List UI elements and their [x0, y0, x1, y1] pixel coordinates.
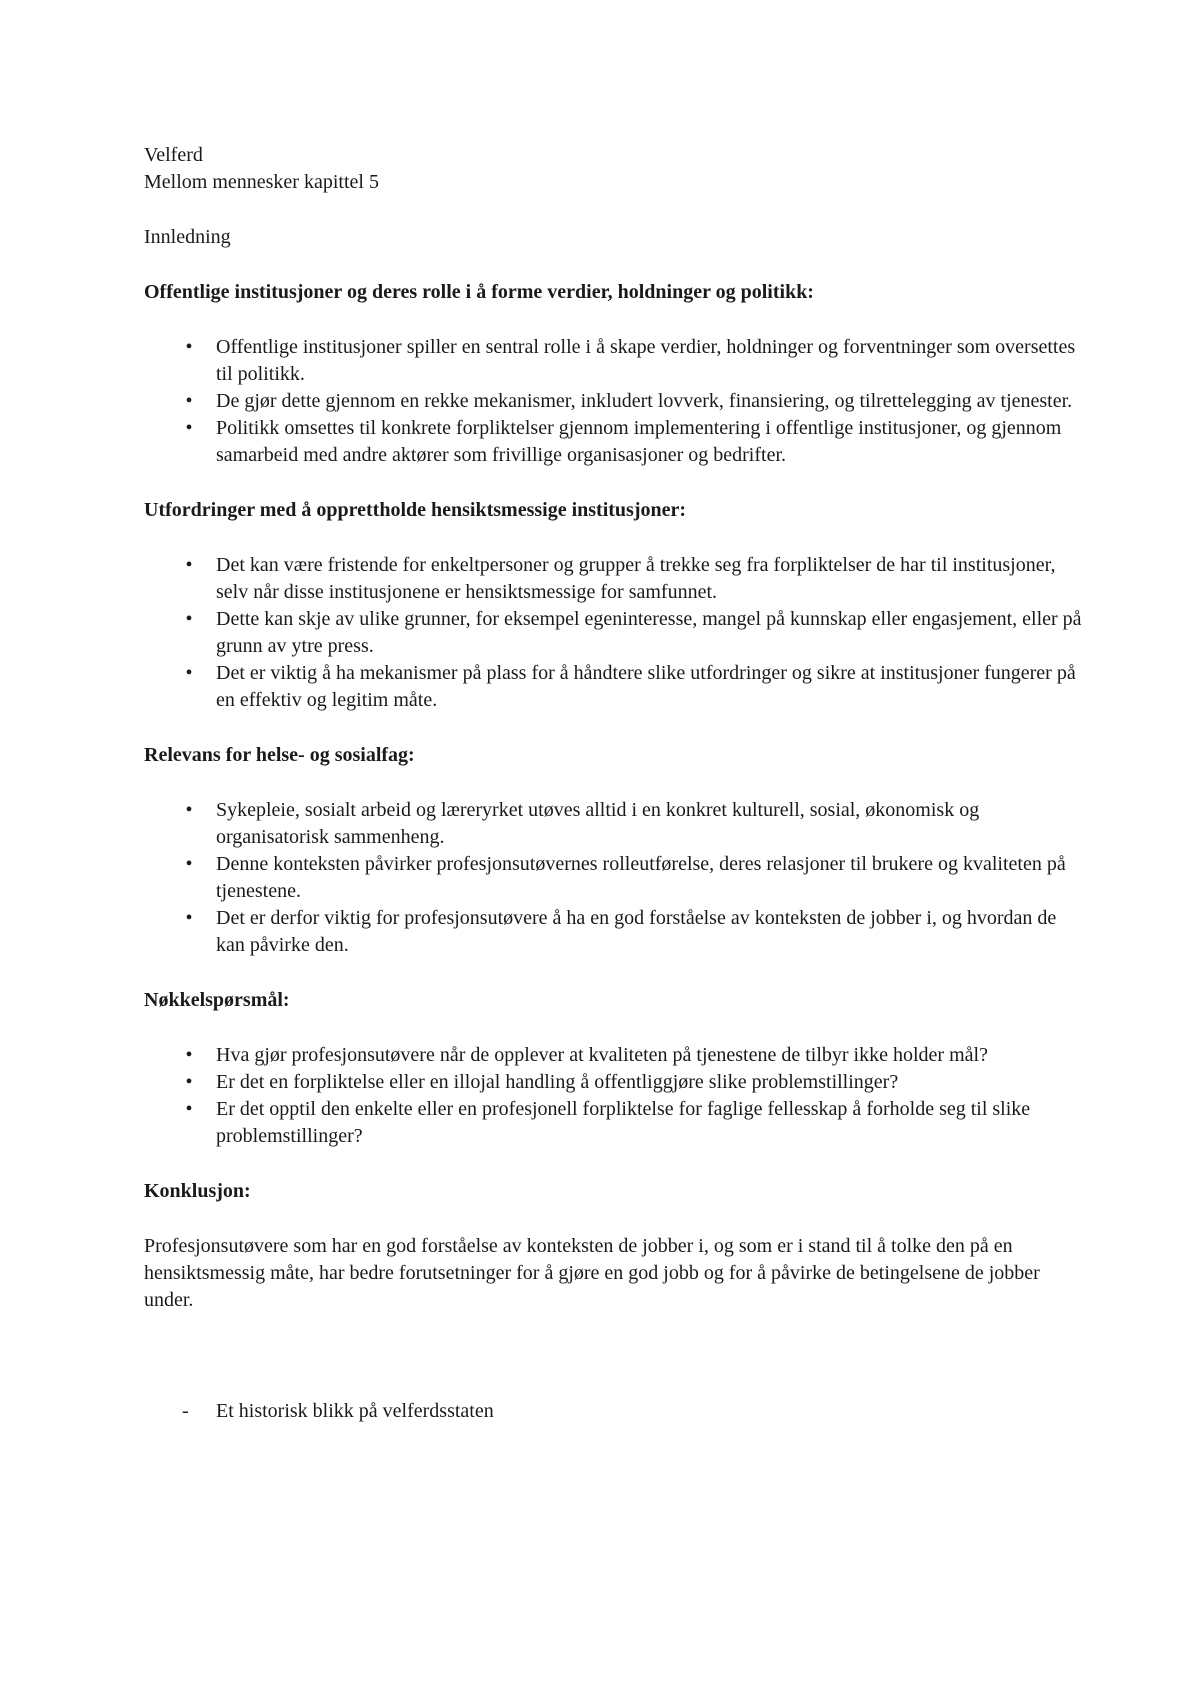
list-item-text: Det kan være fristende for enkeltpersoner og grupper å trekke seg fra forpliktelser de har til institusjoner, selv når disse institusjonene er hensiktsmessige for samfunnet.: [216, 554, 1056, 603]
list-item: [144, 415, 1084, 469]
list-item: [144, 905, 1084, 959]
bullet-icon: •: [185, 390, 193, 412]
bullet-icon: •: [185, 554, 193, 576]
bullet-icon: •: [185, 799, 193, 821]
list-item-text: Politikk omsettes til konkrete forpliktelser gjennom implementering i offentlige institusjoner, og gjennom samarbeid med andre aktører som frivillige organisasjoner og bedrifter.: [216, 417, 1062, 466]
list-item: [144, 851, 1084, 905]
list-item: [144, 1069, 1084, 1096]
list-item: [144, 552, 1084, 606]
document-page: [144, 142, 1084, 1425]
document-title: Velferd: [144, 144, 203, 166]
list-item: [144, 660, 1084, 714]
list-item: [144, 606, 1084, 660]
list-item-text: De gjør dette gjennom en rekke mekanismer, inkludert lovverk, finansiering, og tilrettelegging av tjenester.: [216, 390, 1073, 412]
bullet-list: [144, 1042, 1084, 1150]
intro-label: Innledning: [144, 226, 231, 248]
bullet-icon: •: [185, 662, 193, 684]
bullet-icon: •: [185, 907, 193, 929]
conclusion-text: Profesjonsutøvere som har en god forståelse av konteksten de jobber i, og som er i stand til å tolke den på en hensiktsmessig måte, har bedre forutsetninger for å gjøre en god jobb og for å påvirke de betingelsene de jobber under.: [144, 1235, 1040, 1311]
list-item-text: Er det opptil den enkelte eller en profesjonell forpliktelse for faglige fellesskap å forholde seg til slike problemstillinger?: [216, 1098, 1031, 1147]
list-item-text: Det er viktig å ha mekanismer på plass for å håndtere slike utfordringer og sikre at institusjoner fungerer på en effektiv og legitim måte.: [216, 662, 1076, 711]
section-heading: Utfordringer med å opprettholde hensiktsmessige institusjoner:: [144, 499, 687, 521]
list-item: [144, 388, 1084, 415]
bullet-icon: •: [185, 1044, 193, 1066]
bullet-list: [144, 797, 1084, 959]
bullet-icon: •: [185, 853, 193, 875]
bullet-icon: •: [185, 1098, 193, 1120]
list-item: [144, 797, 1084, 851]
list-item: [144, 1096, 1084, 1150]
list-item-text: Er det en forpliktelse eller en illojal handling å offentliggjøre slike problemstillinger?: [216, 1071, 899, 1093]
bullet-list: [144, 334, 1084, 469]
list-item-text: Sykepleie, sosialt arbeid og læreryrket utøves alltid i en konkret kulturell, sosial, økonomisk og organisatorisk sammenheng.: [216, 799, 980, 848]
section-heading: Offentlige institusjoner og deres rolle i å forme verdier, holdninger og politikk:: [144, 281, 814, 303]
document-subtitle: Mellom mennesker kapittel 5: [144, 171, 379, 193]
list-item-text: Det er derfor viktig for profesjonsutøvere å ha en god forståelse av konteksten de jobber i, og hvordan de kan påvirke den.: [216, 907, 1057, 956]
list-item: [144, 1042, 1084, 1069]
list-item-text: Denne konteksten påvirker profesjonsutøvernes rolleutførelse, deres relasjoner til brukere og kvaliteten på tjenestene.: [216, 853, 1066, 902]
bullet-list: [144, 552, 1084, 714]
bullet-icon: •: [185, 336, 193, 358]
bullet-icon: •: [185, 417, 193, 439]
list-item: [144, 334, 1084, 388]
conclusion-heading: Konklusjon:: [144, 1180, 251, 1202]
list-item-text: Offentlige institusjoner spiller en sentral rolle i å skape verdier, holdninger og forventninger som oversettes til politikk.: [216, 336, 1076, 385]
dash-list-item: [144, 1398, 1084, 1425]
bullet-icon: •: [185, 608, 193, 630]
dash-item-text: Et historisk blikk på velferdsstaten: [216, 1400, 494, 1422]
section-heading: Relevans for helse- og sosialfag:: [144, 744, 415, 766]
dash-marker: -: [182, 1400, 189, 1422]
list-item-text: Dette kan skje av ulike grunner, for eksempel egeninteresse, mangel på kunnskap eller engasjement, eller på grunn av ytre press.: [216, 608, 1082, 657]
list-item-text: Hva gjør profesjonsutøvere når de opplever at kvaliteten på tjenestene de tilbyr ikke holder mål?: [216, 1044, 988, 1066]
section-heading: Nøkkelspørsmål:: [144, 989, 290, 1011]
bullet-icon: •: [185, 1071, 193, 1093]
